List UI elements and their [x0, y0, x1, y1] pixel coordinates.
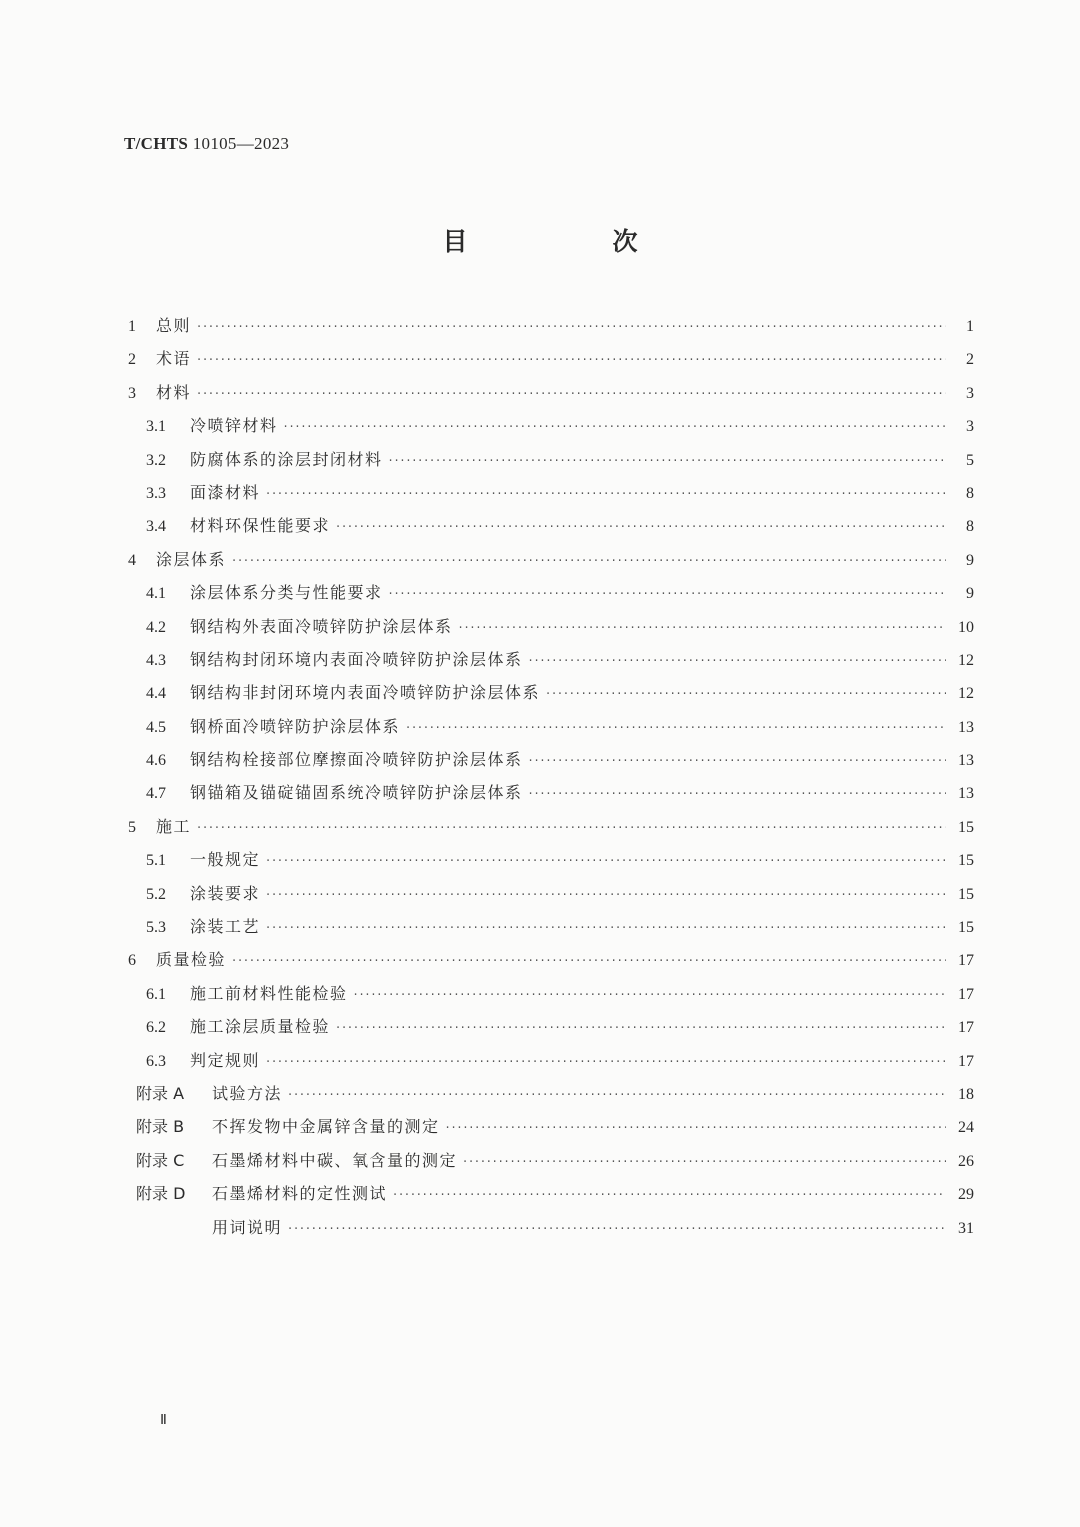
toc-entry-number: 3	[128, 384, 136, 402]
toc-entry[interactable]	[124, 447, 974, 480]
toc-entry-page: 17	[958, 952, 974, 970]
dot-leader	[546, 687, 946, 702]
toc-entry-label: 施工	[156, 816, 192, 836]
toc-entry[interactable]	[124, 547, 974, 580]
dot-leader	[266, 888, 946, 903]
toc-entry[interactable]	[124, 1081, 974, 1114]
toc-entry-label: 钢桥面冷喷锌防护涂层体系	[190, 716, 401, 736]
dot-leader	[284, 420, 946, 435]
toc-entry-number: 附录 C	[136, 1150, 185, 1170]
page-title: 目 次	[442, 227, 698, 256]
toc-entry-number: 6.3	[146, 1052, 166, 1070]
toc-entry-label: 施工前材料性能检验	[190, 983, 348, 1003]
toc-entry-page: 24	[958, 1119, 974, 1137]
table-of-contents	[124, 313, 974, 1248]
toc-entry-number: 4.4	[146, 685, 166, 703]
toc-entry[interactable]	[124, 380, 974, 413]
toc-entry[interactable]	[124, 780, 974, 813]
dot-leader	[288, 1088, 946, 1103]
toc-entry[interactable]	[124, 1114, 974, 1147]
toc-entry-label: 术语	[156, 349, 192, 369]
dot-leader	[197, 821, 946, 836]
toc-entry-page: 9	[966, 585, 974, 603]
toc-entry-page: 8	[966, 484, 974, 502]
toc-entry[interactable]	[124, 614, 974, 647]
dot-leader	[266, 1055, 946, 1070]
dot-leader	[463, 1155, 946, 1170]
toc-entry-page: 12	[958, 651, 974, 669]
toc-entry-label: 不挥发物中金属锌含量的测定	[212, 1117, 440, 1137]
toc-entry-page: 1	[966, 318, 974, 335]
toc-entry-number: 附录 B	[136, 1117, 185, 1137]
dot-leader	[354, 988, 946, 1003]
dot-leader	[389, 454, 946, 469]
toc-entry-label: 用词说明	[212, 1217, 283, 1237]
toc-entry[interactable]	[124, 1048, 974, 1081]
dot-leader	[197, 387, 946, 402]
toc-entry[interactable]	[124, 313, 974, 346]
toc-entry-page: 15	[958, 885, 974, 903]
toc-entry-number: 5	[128, 818, 136, 836]
toc-entry-page: 3	[966, 418, 974, 436]
toc-entry-page: 13	[958, 752, 974, 770]
toc-entry-number: 4.5	[146, 718, 166, 736]
toc-entry-page: 26	[958, 1152, 974, 1170]
toc-entry[interactable]	[124, 981, 974, 1014]
toc-entry-number: 3.4	[146, 518, 166, 536]
toc-entry-number: 附录 D	[136, 1184, 186, 1204]
toc-entry-number: 4.3	[146, 651, 166, 669]
dot-leader	[459, 621, 946, 636]
dot-leader	[389, 587, 946, 602]
toc-entry-page: 29	[958, 1186, 974, 1204]
toc-entry[interactable]	[124, 1148, 974, 1181]
toc-entry-number: 3.1	[146, 418, 166, 436]
toc-entry-label: 涂层体系分类与性能要求	[190, 583, 383, 603]
toc-entry-label: 施工涂层质量检验	[190, 1017, 331, 1037]
toc-entry[interactable]	[124, 881, 974, 914]
toc-entry-number: 4.7	[146, 785, 166, 803]
dot-leader	[393, 1188, 946, 1203]
toc-entry-page: 17	[958, 985, 974, 1003]
toc-entry-number: 6.2	[146, 1019, 166, 1037]
toc-entry[interactable]	[124, 747, 974, 780]
toc-entry-page: 5	[966, 451, 974, 469]
toc-entry-number: 6	[128, 952, 136, 970]
toc-entry-number: 5.1	[146, 852, 166, 870]
toc-entry-label: 冷喷锌材料	[190, 416, 278, 436]
toc-entry-number: 3.2	[146, 451, 166, 469]
toc-entry-label: 面漆材料	[190, 482, 261, 502]
standard-number: 10105—2023	[192, 134, 290, 153]
toc-entry[interactable]	[124, 914, 974, 947]
toc-entry[interactable]	[124, 1215, 974, 1248]
toc-entry-label: 涂装工艺	[190, 917, 261, 937]
toc-entry-label: 材料环保性能要求	[190, 516, 331, 536]
toc-entry[interactable]	[124, 947, 974, 980]
toc-entry-number: 4	[128, 551, 136, 569]
toc-entry[interactable]	[124, 680, 974, 713]
standard-prefix: T/CHTS	[124, 134, 189, 153]
toc-entry-page: 2	[966, 351, 974, 369]
toc-entry-label: 石墨烯材料中碳、氧含量的测定	[212, 1150, 458, 1170]
dot-leader	[266, 487, 946, 502]
toc-entry[interactable]	[124, 1181, 974, 1214]
toc-entry-page: 18	[958, 1085, 974, 1103]
toc-entry-label: 判定规则	[190, 1050, 261, 1070]
page-folio: Ⅱ	[160, 1413, 167, 1428]
toc-entry[interactable]	[124, 1014, 974, 1047]
toc-entry-label: 质量检验	[156, 950, 227, 970]
toc-entry[interactable]	[124, 480, 974, 513]
toc-entry[interactable]	[124, 580, 974, 613]
toc-entry-number: 5.3	[146, 919, 166, 937]
toc-entry-label: 钢结构外表面冷喷锌防护涂层体系	[190, 616, 453, 636]
toc-entry-number: 3.3	[146, 484, 166, 502]
toc-entry-page: 13	[958, 718, 974, 736]
toc-entry-page: 10	[958, 618, 974, 636]
toc-entry-number: 5.2	[146, 885, 166, 903]
toc-entry-label: 总则	[156, 316, 192, 335]
toc-entry-page: 3	[966, 384, 974, 402]
dot-leader	[336, 520, 946, 535]
toc-entry-number: 4.1	[146, 585, 166, 603]
toc-entry-label: 钢结构封闭环境内表面冷喷锌防护涂层体系	[190, 649, 523, 669]
toc-entry-label: 钢结构非封闭环境内表面冷喷锌防护涂层体系	[190, 683, 541, 703]
dot-leader	[266, 854, 946, 869]
toc-entry-number: 2	[128, 351, 136, 369]
dot-leader	[529, 654, 946, 669]
dot-leader	[529, 787, 946, 802]
toc-entry-page: 17	[958, 1052, 974, 1070]
toc-entry-page: 15	[958, 852, 974, 870]
toc-entry-label: 涂层体系	[156, 549, 227, 569]
toc-entry-number: 附录 A	[136, 1083, 185, 1103]
toc-entry-number: 4.6	[146, 752, 166, 770]
toc-entry-label: 涂装要求	[190, 883, 261, 903]
toc-entry-page: 15	[958, 818, 974, 836]
dot-leader	[446, 1121, 946, 1136]
toc-entry-label: 钢锚箱及锚碇锚固系统冷喷锌防护涂层体系	[190, 783, 523, 803]
toc-entry-number: 4.2	[146, 618, 166, 636]
dot-leader	[197, 353, 946, 368]
toc-entry[interactable]	[124, 847, 974, 880]
toc-entry[interactable]	[124, 413, 974, 446]
toc-entry-label: 钢结构栓接部位摩擦面冷喷锌防护涂层体系	[190, 750, 523, 770]
toc-entry-label: 材料	[156, 382, 192, 402]
dot-leader	[232, 954, 946, 969]
toc-entry-label: 一般规定	[190, 850, 261, 870]
toc-entry-label: 试验方法	[212, 1083, 283, 1103]
dot-leader	[266, 921, 946, 936]
toc-entry-page: 17	[958, 1019, 974, 1037]
toc-entry-page: 15	[958, 919, 974, 937]
toc-entry[interactable]	[124, 346, 974, 379]
toc-entry[interactable]	[124, 647, 974, 680]
toc-entry-page: 8	[966, 518, 974, 536]
toc-entry-label: 防腐体系的涂层封闭材料	[190, 449, 383, 469]
toc-entry-page: 12	[958, 685, 974, 703]
toc-entry[interactable]	[124, 714, 974, 747]
standard-code	[124, 134, 289, 154]
dot-leader	[336, 1021, 946, 1036]
dot-leader	[232, 554, 946, 569]
toc-entry-label: 石墨烯材料的定性测试	[212, 1184, 388, 1204]
toc-entry[interactable]	[124, 513, 974, 546]
toc-entry-number: 1	[128, 318, 136, 335]
dot-leader	[288, 1222, 946, 1237]
toc-entry-number: 6.1	[146, 985, 166, 1003]
dot-leader	[529, 754, 946, 769]
dot-leader	[406, 721, 946, 736]
toc-entry[interactable]	[124, 814, 974, 847]
toc-entry-page: 13	[958, 785, 974, 803]
toc-entry-page: 9	[966, 551, 974, 569]
dot-leader	[197, 320, 946, 335]
toc-entry-page: 31	[958, 1219, 974, 1237]
